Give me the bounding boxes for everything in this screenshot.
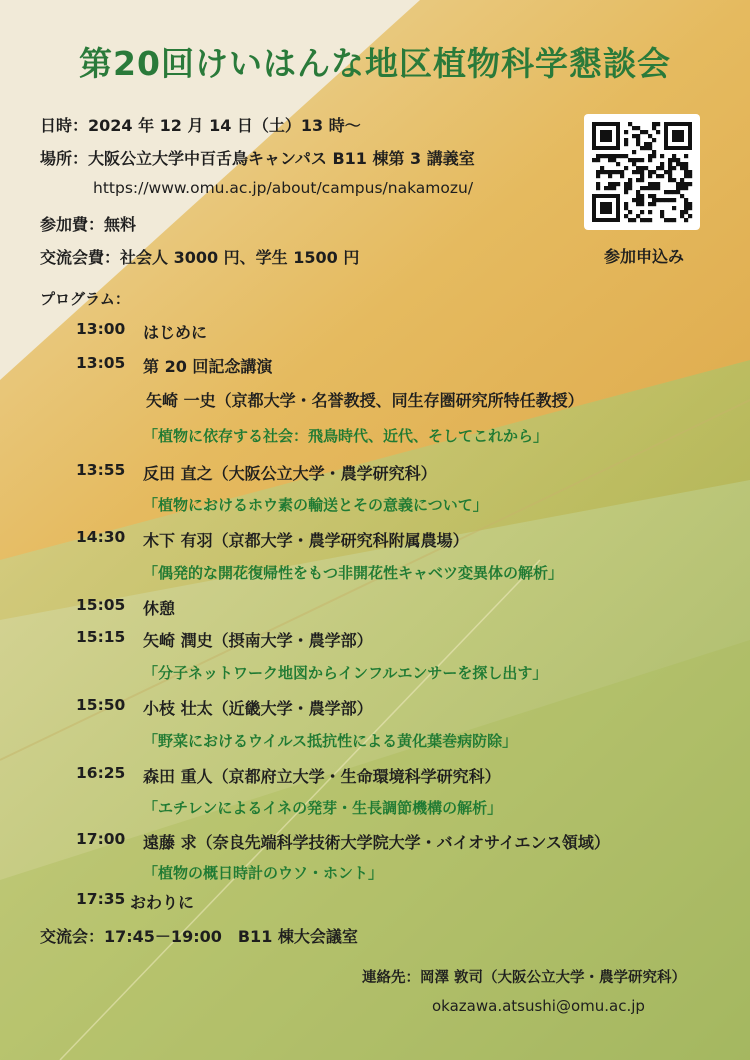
qr-module xyxy=(684,210,688,214)
qr-module xyxy=(640,194,644,198)
qr-module xyxy=(596,158,600,162)
qr-module xyxy=(660,154,664,158)
program-entry: 第 20 回記念講演 xyxy=(143,357,273,376)
qr-module xyxy=(676,186,680,190)
qr-module xyxy=(660,162,664,166)
qr-module xyxy=(600,170,604,174)
program-heading: プログラム： xyxy=(40,290,130,308)
qr-module xyxy=(624,142,628,146)
qr-module xyxy=(648,202,652,206)
qr-module xyxy=(640,178,644,182)
qr-module xyxy=(624,190,628,194)
qr-module xyxy=(636,170,640,174)
qr-module xyxy=(636,134,640,138)
qr-module xyxy=(636,166,640,170)
program-entry: 遠藤 求（奈良先端科学技術大学院大学・バイオサイエンス領域） xyxy=(143,833,610,852)
qr-module xyxy=(632,162,636,166)
qr-module xyxy=(668,162,672,166)
qr-module xyxy=(652,186,656,190)
qr-module xyxy=(640,202,644,206)
qr-module xyxy=(652,170,656,174)
qr-module xyxy=(672,166,676,170)
qr-module xyxy=(624,186,628,190)
qr-module xyxy=(624,182,628,186)
qr-module xyxy=(636,142,640,146)
qr-module xyxy=(660,166,664,170)
qr-module xyxy=(672,130,684,142)
qr-module xyxy=(636,198,640,202)
qr-module xyxy=(668,158,672,162)
talk-title: 「植物の概日時計のウソ・ホント」 xyxy=(143,864,384,882)
qr-module xyxy=(684,198,688,202)
qr-module xyxy=(684,166,688,170)
program-time: 17:00 xyxy=(76,830,126,848)
qr-module xyxy=(664,170,668,174)
talk-title: 「偶発的な開花復帰性をもつ非開花性キャベツ変異体の解析」 xyxy=(143,564,564,582)
qr-module xyxy=(636,158,640,162)
qr-module xyxy=(616,182,620,186)
qr-module xyxy=(672,158,676,162)
qr-module xyxy=(672,178,676,182)
program-entry: はじめに xyxy=(143,323,208,342)
qr-module xyxy=(672,190,676,194)
program-time: 15:50 xyxy=(76,696,126,714)
qr-module xyxy=(648,146,652,150)
program-entry: 小枝 壮太（近畿大学・農学部） xyxy=(143,699,373,718)
qr-module xyxy=(604,154,608,158)
qr-module xyxy=(632,158,636,162)
qr-module xyxy=(612,158,616,162)
program-entry: 矢崎 潤史（摂南大学・農学部） xyxy=(143,631,373,650)
page-title: 第20回けいはんな地区植物科学懇談会 xyxy=(79,44,671,83)
qr-module xyxy=(672,198,676,202)
qr-module xyxy=(644,218,648,222)
program-entry: 木下 有羽（京都大学・農学研究科附属農場） xyxy=(143,531,469,550)
event-place: 場所：大阪公立大学中百舌鳥キャンパス B11 棟第 3 講義室 xyxy=(40,149,475,168)
qr-module xyxy=(620,174,624,178)
qr-module xyxy=(640,158,644,162)
qr-module xyxy=(668,190,672,194)
qr-module xyxy=(628,218,632,222)
qr-module xyxy=(624,202,628,206)
qr-module xyxy=(652,126,656,130)
qr-module xyxy=(600,130,612,142)
qr-module xyxy=(652,138,656,142)
qr-module xyxy=(668,170,672,174)
qr-module xyxy=(624,130,628,134)
qr-module xyxy=(628,210,632,214)
program-entry: 矢崎 一史（京都大学・名誉教授、同生存圏研究所特任教授） xyxy=(146,391,584,410)
qr-module xyxy=(596,174,600,178)
qr-module xyxy=(652,122,656,126)
reception-info: 交流会：17:45－19:00 B11 棟大会議室 xyxy=(40,927,358,946)
qr-module xyxy=(648,142,652,146)
qr-module xyxy=(640,130,644,134)
qr-module xyxy=(608,174,612,178)
qr-module xyxy=(636,126,640,130)
program-time: 15:05 xyxy=(76,596,126,614)
qr-module xyxy=(600,154,604,158)
qr-module xyxy=(680,162,684,166)
qr-module xyxy=(616,154,620,158)
qr-module xyxy=(656,182,660,186)
program-entry: 休憩 xyxy=(143,599,176,618)
qr-module xyxy=(656,166,660,170)
qr-module xyxy=(656,122,660,126)
qr-module xyxy=(640,198,644,202)
qr-module xyxy=(652,182,656,186)
program-entry: 反田 直之（大阪公立大学・農学研究科） xyxy=(143,464,437,483)
program-time: 16:25 xyxy=(76,764,126,782)
qr-module xyxy=(596,170,600,174)
qr-module xyxy=(640,174,644,178)
qr-module xyxy=(668,174,672,178)
qr-module xyxy=(676,162,680,166)
qr-module xyxy=(652,198,656,202)
qr-module xyxy=(652,194,656,198)
qr-module xyxy=(648,182,652,186)
qr-module xyxy=(596,154,600,158)
qr-module xyxy=(608,170,612,174)
qr-module xyxy=(652,150,656,154)
qr-module xyxy=(684,186,688,190)
qr-module xyxy=(652,202,656,206)
qr-module xyxy=(636,202,640,206)
qr-module xyxy=(616,162,620,166)
qr-module xyxy=(656,186,660,190)
qr-module xyxy=(624,166,628,170)
qr-module xyxy=(680,214,684,218)
qr-module xyxy=(636,194,640,198)
qr-module xyxy=(684,202,688,206)
qr-module xyxy=(620,170,624,174)
qr-module xyxy=(608,182,612,186)
qr-module xyxy=(592,158,596,162)
qr-module xyxy=(604,170,608,174)
qr-module xyxy=(608,154,612,158)
qr-module xyxy=(656,198,660,202)
contact-label: 連絡先：岡澤 敦司（大阪公立大学・農学研究科） xyxy=(362,970,687,986)
qr-module xyxy=(636,190,640,194)
qr-module xyxy=(664,218,668,222)
qr-module xyxy=(680,166,684,170)
qr-module xyxy=(628,178,632,182)
qr-module xyxy=(628,186,632,190)
qr-module xyxy=(684,162,688,166)
qr-module xyxy=(640,186,644,190)
qr-module xyxy=(672,154,676,158)
registration-qr-code[interactable] xyxy=(584,114,700,230)
registration-label: 参加申込み xyxy=(603,247,684,266)
contact-email[interactable]: okazawa.atsushi@omu.ac.jp xyxy=(432,997,645,1015)
qr-module xyxy=(608,158,612,162)
qr-module xyxy=(628,122,632,126)
program-time: 14:30 xyxy=(76,528,126,546)
qr-module xyxy=(688,202,692,206)
program-time: 15:15 xyxy=(76,628,126,646)
qr-module xyxy=(624,214,628,218)
qr-module xyxy=(632,126,636,130)
qr-module xyxy=(628,158,632,162)
program-entry: おわりに xyxy=(130,893,195,912)
qr-module xyxy=(680,186,684,190)
qr-module xyxy=(616,170,620,174)
qr-module xyxy=(648,186,652,190)
program-time: 13:55 xyxy=(76,461,126,479)
qr-module xyxy=(660,210,664,214)
qr-module xyxy=(640,166,644,170)
qr-module xyxy=(640,170,644,174)
qr-module xyxy=(660,174,664,178)
qr-module xyxy=(648,194,652,198)
program-entry: 森田 重人（京都府立大学・生命環境科学研究科） xyxy=(143,767,501,786)
qr-module xyxy=(688,214,692,218)
qr-module xyxy=(632,134,636,138)
qr-module xyxy=(648,218,652,222)
qr-module xyxy=(596,186,600,190)
qr-module xyxy=(636,138,640,142)
qr-module xyxy=(600,202,612,214)
qr-module xyxy=(684,170,688,174)
qr-module xyxy=(612,170,616,174)
qr-module xyxy=(644,186,648,190)
qr-module xyxy=(668,178,672,182)
event-date: 日時：2024 年 12 月 14 日（土）13 時～ xyxy=(40,116,361,135)
social-fee: 交流会費：社会人 3000 円、学生 1500 円 xyxy=(40,248,360,267)
qr-module xyxy=(668,218,672,222)
qr-module xyxy=(636,178,640,182)
qr-module xyxy=(684,206,688,210)
qr-module xyxy=(680,182,684,186)
qr-module xyxy=(676,158,680,162)
qr-module xyxy=(684,218,688,222)
qr-module xyxy=(680,194,684,198)
qr-module xyxy=(632,170,636,174)
qr-module xyxy=(648,154,652,158)
qr-module xyxy=(664,198,668,202)
qr-module xyxy=(632,150,636,154)
qr-module xyxy=(684,174,688,178)
qr-module xyxy=(636,214,640,218)
program-time: 13:05 xyxy=(76,354,126,372)
talk-title: 「植物におけるホウ素の輸送とその意義について」 xyxy=(143,496,488,514)
qr-module xyxy=(668,198,672,202)
qr-module xyxy=(684,182,688,186)
program-time: 13:00 xyxy=(76,320,126,338)
qr-module xyxy=(672,206,676,210)
qr-module xyxy=(680,178,684,182)
qr-module xyxy=(632,218,636,222)
qr-module xyxy=(640,146,644,150)
qr-module xyxy=(604,186,608,190)
program-time: 17:35 xyxy=(76,890,126,908)
qr-module xyxy=(648,174,652,178)
qr-module xyxy=(644,146,648,150)
qr-module xyxy=(628,182,632,186)
qr-module xyxy=(640,218,644,222)
qr-module xyxy=(596,182,600,186)
talk-title: 「植物に依存する社会：飛鳥時代、近代、そしてこれから」 xyxy=(143,427,549,445)
qr-module xyxy=(624,206,628,210)
qr-module xyxy=(688,182,692,186)
qr-module xyxy=(644,166,648,170)
talk-title: 「エチレンによるイネの発芽・生長調節機構の解析」 xyxy=(143,799,503,817)
talk-title: 「分子ネットワーク地図からインフルエンサーを探し出す」 xyxy=(143,664,548,682)
qr-module xyxy=(668,166,672,170)
qr-module xyxy=(680,210,684,214)
qr-module xyxy=(664,190,668,194)
talk-title: 「野菜におけるウイルス抵抗性による黄化葉巻病防除」 xyxy=(143,732,518,750)
qr-module xyxy=(684,154,688,158)
qr-module xyxy=(648,210,652,214)
qr-module xyxy=(612,154,616,158)
qr-module xyxy=(640,210,644,214)
qr-module xyxy=(676,182,680,186)
qr-module xyxy=(644,130,648,134)
qr-module xyxy=(648,134,652,138)
qr-module xyxy=(612,186,616,190)
qr-module xyxy=(624,138,628,142)
qr-module xyxy=(624,154,628,158)
qr-module xyxy=(656,130,660,134)
qr-module xyxy=(652,154,656,158)
qr-module xyxy=(688,174,692,178)
qr-module xyxy=(648,170,652,174)
qr-module xyxy=(660,198,664,202)
qr-module xyxy=(620,154,624,158)
qr-module xyxy=(660,214,664,218)
qr-module xyxy=(688,170,692,174)
qr-module xyxy=(656,174,660,178)
campus-url[interactable]: https://www.omu.ac.jp/about/campus/nakamozu/ xyxy=(93,179,474,197)
qr-module xyxy=(632,198,636,202)
qr-module xyxy=(676,190,680,194)
qr-module xyxy=(688,206,692,210)
qr-module xyxy=(608,186,612,190)
qr-module xyxy=(672,218,676,222)
qr-module xyxy=(612,182,616,186)
qr-module xyxy=(648,158,652,162)
participation-fee: 参加費：無料 xyxy=(40,215,137,234)
qr-module xyxy=(600,166,604,170)
qr-module xyxy=(644,142,648,146)
